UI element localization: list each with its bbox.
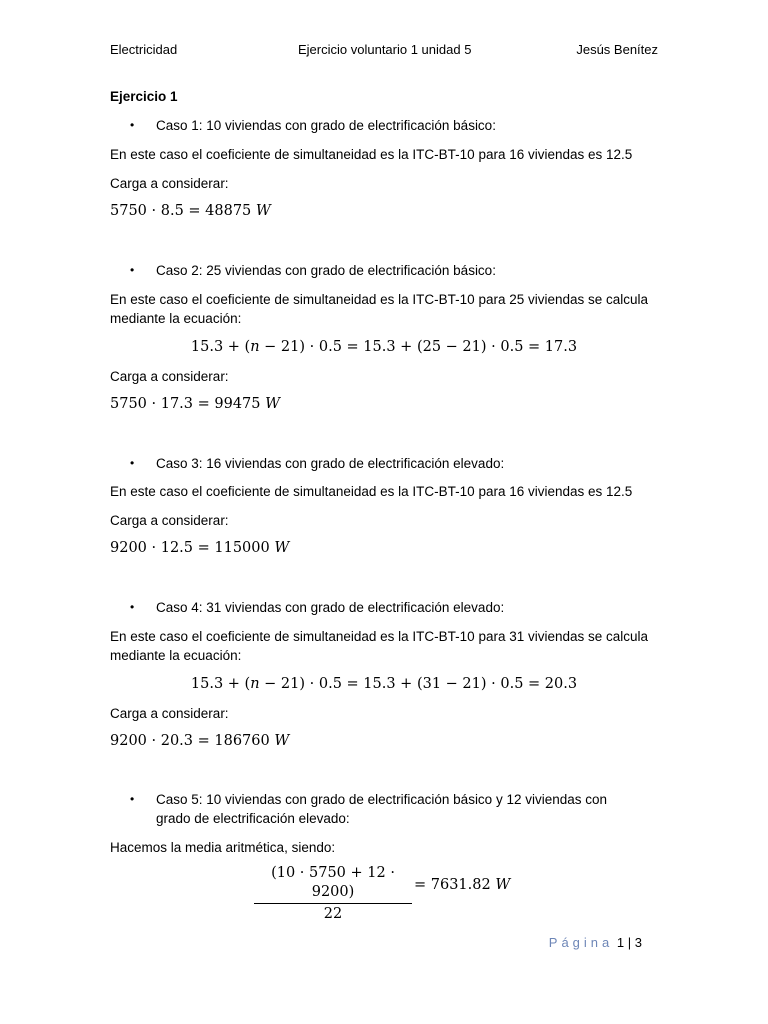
page-separator: | (627, 935, 632, 950)
bullet-icon: • (130, 792, 135, 806)
fraction-bar (254, 903, 412, 904)
case-4-title: Caso 4: 31 viviendas con grado de electrificación elevado: (156, 600, 505, 615)
case-1-description: En este caso el coeficiente de simultaneidad es la ITC-BT-10 para 16 viviendas es 12.5 (110, 147, 633, 162)
equation-part: − 21) · 0.5 = 15.3 + (31 − 21) · 0.5 = 20.3 (259, 676, 578, 692)
case-1-title: Caso 1: 10 viviendas con grado de electrificación básico: (156, 118, 496, 133)
case-2-load-label: Carga a considerar: (110, 369, 229, 384)
page-header (110, 42, 658, 62)
case-1-load-equation (110, 202, 650, 221)
equation-text: 9200 · 20.3 = 186760 (110, 733, 270, 749)
case-2-description: En este caso el coeficiente de simultaneidad es la ITC-BT-10 para 25 viviendas se calcula mediante la ecuación: (110, 292, 649, 326)
equation-text: 5750 · 17.3 = 99475 (110, 396, 261, 412)
equation-part: 15.3 + ( (190, 339, 251, 355)
case-3-load-label: Carga a considerar: (110, 513, 229, 528)
case-2-load-equation (110, 395, 650, 414)
case-3-title: Caso 3: 16 viviendas con grado de electrificación elevado: (156, 456, 505, 471)
equation-variable: n (250, 676, 260, 692)
fraction-result-value: = 7631.82 (414, 877, 491, 893)
case-4-equation (110, 675, 658, 694)
bullet-icon: • (130, 600, 135, 614)
fraction-numerator: (10 · 5750 + 12 · 9200) (271, 865, 395, 900)
fraction (254, 864, 412, 923)
bullet-icon: • (130, 118, 135, 132)
case-1-load-label: Carga a considerar: (110, 176, 229, 191)
case-5-title: Caso 5: 10 viviendas con grado de electrificación básico y 12 viviendas con grado de electrificación elevado: (156, 792, 608, 826)
fraction-result (414, 876, 510, 895)
equation-part: 15.3 + ( (190, 676, 251, 692)
fraction-denominator: 22 (323, 906, 343, 922)
unit-watts: W (255, 203, 271, 219)
page-current: 1 (616, 935, 625, 950)
case-2-equation (110, 338, 658, 357)
bullet-icon: • (130, 263, 135, 277)
header-title: Ejercicio voluntario 1 unidad 5 (298, 42, 472, 57)
page-word: Página (548, 935, 614, 950)
unit-watts: W (274, 733, 290, 749)
header-subject: Electricidad (110, 42, 178, 57)
case-3-description: En este caso el coeficiente de simultaneidad es la ITC-BT-10 para 16 viviendas es 12.5 (110, 484, 633, 499)
bullet-icon: • (130, 456, 135, 470)
case-2-title: Caso 2: 25 viviendas con grado de electrificación básico: (156, 263, 496, 278)
page-footer (480, 935, 642, 950)
unit-watts: W (265, 396, 281, 412)
case-4-description: En este caso el coeficiente de simultaneidad es la ITC-BT-10 para 31 viviendas se calcula mediante la ecuación: (110, 629, 649, 663)
equation-part: − 21) · 0.5 = 15.3 + (25 − 21) · 0.5 = 17.3 (259, 339, 578, 355)
unit-watts: W (274, 540, 290, 556)
equation-text: 5750 · 8.5 = 48875 (110, 203, 252, 219)
case-4-load-equation (110, 732, 650, 751)
exercise-title: Ejercicio 1 (110, 89, 178, 104)
unit-watts: W (495, 877, 511, 893)
equation-text: 9200 · 12.5 = 115000 (110, 540, 270, 556)
case-4-load-label: Carga a considerar: (110, 706, 229, 721)
header-author: Jesús Benítez (576, 42, 658, 57)
equation-variable: n (250, 339, 260, 355)
page-total: 3 (634, 935, 642, 950)
case-3-load-equation (110, 539, 650, 558)
case-5-description: Hacemos la media aritmética, siendo: (110, 840, 336, 855)
